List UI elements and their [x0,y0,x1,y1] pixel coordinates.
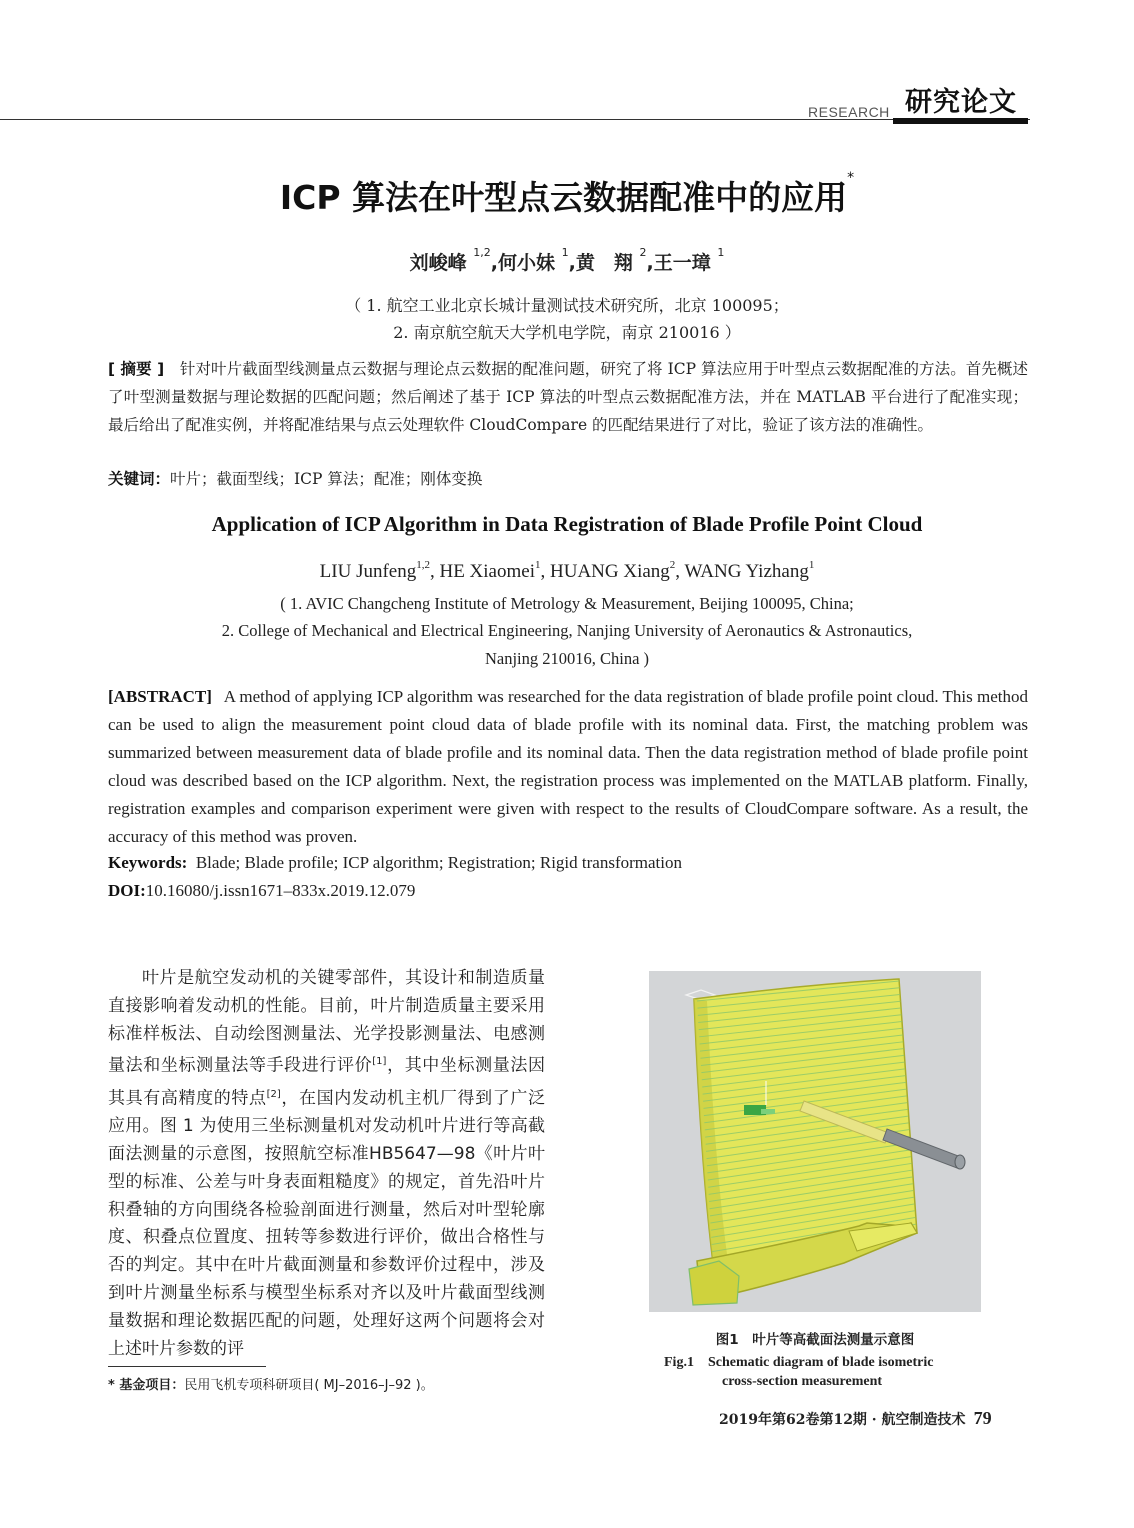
author-cn: 何小妹 [498,252,556,274]
author-cn: 刘峻峰 [409,252,467,274]
section-label-en: RESEARCH [808,104,890,120]
figure-caption-en-cont: cross-section measurement [722,1374,883,1389]
affiliation-en: ( 1. AVIC Changcheng Institute of Metrology & Measurement, Beijing 100095, China; [280,594,854,613]
body-text: 叶片是航空发动机的关键零部件，其设计和制造质量直接影响着发动机的性能。目前，叶片制造质量主要采用标准样板法、自动绘图测量法、光学投影测量法、电感测量法和坐标测量法等手段进行评价 [108,968,545,1077]
footnote-text: 民用飞机专项科研项目( MJ–2016–J–92 )。 [184,1378,434,1393]
footnote [108,1374,434,1393]
citation-ref: [1] [372,1056,387,1068]
doi-label: DOI: [108,881,146,900]
keywords-en [108,853,1028,873]
author-sep: , [675,561,685,582]
affiliation-cn: （ 1. 航空工业北京长城计量测试技术研究所，北京 100095； [345,296,789,315]
author-aff: 2 [669,559,676,571]
keywords-cn [108,467,1028,489]
keywords-cn-label: 关键词： [108,470,171,488]
body-text: ，其中坐标测量法因其具有高精度的特点 [108,1056,546,1109]
figure-caption-cn: 图1 叶片等高截面法测量示意图 [715,1332,915,1348]
keywords-en-label: Keywords: [108,853,188,872]
author-en: HUANG Xiang [550,561,670,582]
author-aff: 1 [535,559,541,571]
author-sep: , [540,561,550,582]
author-aff: 2 [639,246,647,259]
affiliation-cn: 2. 南京航空航天大学机电学院，南京 210016 ） [393,323,741,342]
author-sep: , [490,252,498,274]
abstract-en-label: [ABSTRACT] [108,687,212,706]
author-aff: 1,2 [416,559,430,571]
affiliation-en: Nanjing 210016, China ) [484,649,650,668]
doi-text: 10.16080/j.issn1671–833x.2019.12.079 [145,881,416,900]
footnote-label: * 基金项目： [108,1378,185,1393]
author-sep: , [429,561,440,582]
journal-issue: 2019年第62卷第12期 · 航空制造技术 [719,1412,966,1428]
figure-caption-en: Fig.1 Schematic diagram of blade isometric [664,1355,934,1370]
blade-cmm-illustration [649,971,981,1312]
author-aff: 1 [808,559,815,571]
figure-blade-measurement [649,971,981,1312]
section-label-cn: 研究论文 [905,87,1017,118]
paper-title-en: Application of ICP Algorithm in Data Registration of Blade Profile Point Cloud [211,512,923,536]
body-paragraph [108,965,545,1363]
probe-end [955,1155,965,1169]
author-aff: 1 [561,246,569,259]
author-en: WANG Yizhang [684,561,809,582]
author-cn: 黄 翔 [575,252,633,274]
citation-ref: [2] [266,1088,281,1100]
abstract-cn-label: [ 摘要 ] [108,360,165,378]
abstract-cn-text: 针对叶片截面型线测量点云数据与理论点云数据的配准问题，研究了将 ICP 算法应用于叶型点云数据配准的方法。首先概述了叶型测量数据与理论数据的匹配问题；然后阐述了基于 ICP 算法的叶型点云数据配准方法，并在 MATLAB 平台进行了配准实现；最后给出了配准实例，并将配准结果与点云处理软件 CloudCompare 的匹配结果进行了对比，验证了该方法的准确性。 [108,360,1028,434]
abstract-cn [108,355,1028,439]
affiliation-en: 2. College of Mechanical and Electrical Engineering, Nanjing University of Aeronautics & Astronautics, [221,621,913,640]
author-cn: 王一璋 [653,252,711,274]
author-aff: 1,2 [473,246,491,259]
author-en: LIU Junfeng [319,561,417,582]
authors-cn [0,248,1134,275]
body-text: ，在国内发动机主机厂得到了广泛应用。图 1 为使用三坐标测量机对发动机叶片进行等高截面法测量的示意图，按照航空标准HB5647—98《叶片叶型的标准、公差与叶身表面粗糙度》的规定，首先沿叶片积叠轴的方向围绕各检验剖面进行测量，然后对叶型轮廓度、积叠点位置度、扭转等参数进行评价，做出合格性与否的判定。其中在叶片截面测量和参数评价过程中，涉及到叶片测量坐标系与模型坐标系对齐以及叶片截面型线测量数据和理论数据匹配的问题，处理好这两个问题将会对上述叶片参数的评 [108,1088,546,1359]
keywords-cn-text: 叶片；截面型线；ICP 算法；配准；刚体变换 [170,470,483,488]
footnote-rule [108,1366,266,1367]
fund-mark: * [847,170,855,186]
keywords-en-text: Blade; Blade profile; ICP algorithm; Registration; Rigid transformation [195,853,682,872]
author-aff: 1 [717,246,725,259]
paper-title-cn [0,172,1134,219]
doi [108,881,1028,901]
author-en: HE Xiaomei [439,561,535,582]
authors-en [0,561,1134,583]
author-sep: , [568,252,576,274]
author-sep: , [646,252,654,274]
abstract-en [108,683,1028,851]
page-number: 79 [973,1408,992,1428]
measure-point-marker-2 [761,1109,775,1114]
paper-title-cn-text: ICP 算法在叶型点云数据配准中的应用 [279,178,848,217]
abstract-en-text: A method of applying ICP algorithm was researched for the data registration of blade profile point cloud. This method can be used to align the measurement point cloud data of blade profile with its nominal data. First, the matching problem was summarized between measurement data of blade profile and its nominal data. Then the data registration method of blade profile point cloud was described based on the ICP algorithm. Next, the registration process was implemented on the MATLAB platform. Finally, registration examples and comparison experiment were given with respect to the results of CloudCompare software. As a result, the accuracy of this method was proven. [108,687,1029,846]
page-footer [719,1408,992,1429]
